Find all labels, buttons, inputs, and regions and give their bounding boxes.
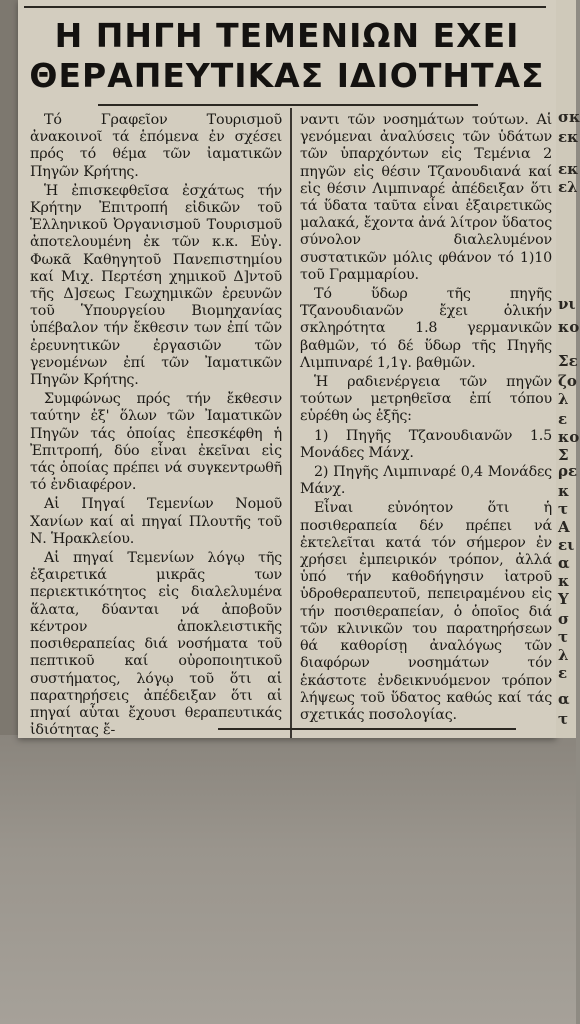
fragment: εκ [558, 128, 579, 146]
article-column-right [300, 112, 552, 726]
top-rule [24, 6, 546, 8]
neighbor-column-fragments [556, 0, 580, 738]
fragment: ε [558, 664, 568, 682]
fragment: κ [558, 482, 570, 500]
fragment: ει [558, 536, 575, 554]
fragment: ελ [558, 178, 578, 196]
headline-line-1: Η ΠΗΓΗ ΤΕΜΕΝΙΩΝ ΕΧΕΙ [54, 16, 520, 55]
fragment: Α [558, 518, 570, 536]
fragment: κ [558, 572, 570, 590]
fragment: λ [558, 390, 569, 408]
fragment: Σ [558, 446, 569, 464]
paragraph: Τό ὕδωρ τῆς πηγῆς Τζανουδιανῶν ἔχει ὁλικήν σκληρότητα 1.8 γερμανικῶν βαθμῶν, τό δέ ὕδωρ τῆς Πηγῆς Λιμπιναρέ 1,1γ. βαθμῶν. [300, 286, 552, 371]
fragment: α [558, 690, 570, 708]
fragment: κο [558, 428, 580, 446]
paragraph: Ἡ ραδιενέργεια τῶν πηγῶν τούτων μετρηθεῖσα ἐπί τόπου εὑρέθη ὡς ἑξῆς: [300, 374, 552, 425]
paragraph: Αἱ πηγαί Τεμενίων λόγῳ τῆς ἐξαιρετικά μικρᾶς των περιεκτικότητος εἰς διαλελυμένα ἅλατα, δύανται νά ἀποβοῦν κέντρον ἀποκλειστικῆς ποσιθεραπείας διά νοσήματα τοῦ πεπτικοῦ καί οὐροποιητικοῦ συστήματος, λόγῳ τοῦ ὅτι αἱ παρατηρήσεις ἀπέδειξαν ὅτι αἱ πηγαί αὗται ἔχουσι θεραπευτικάς ἰδιότητας ἔ- [30, 550, 282, 739]
paragraph: 2) Πηγῆς Λιμπιναρέ 0,4 Μονάδες Μάνχ. [300, 464, 552, 498]
fragment: ζο [558, 372, 577, 390]
fragment: κο [558, 318, 580, 336]
fragment: τ [558, 500, 569, 518]
article-column-left [30, 112, 282, 741]
newspaper-clipping [18, 0, 556, 738]
fragment: σ [558, 610, 570, 628]
fragment: εκ [558, 160, 579, 178]
fragment: τ [558, 628, 569, 646]
paragraph: Ἡ ἐπισκεφθεῖσα ἐσχάτως τήν Κρήτην Ἐπιτροπή εἰδικῶν τοῦ Ἑλληνικοῦ Ὀργανισμοῦ Τουρισμοῦ ἀποτελουμένη ἐκ τῶν κ.κ. Εὐγ. Φωκᾶ Καθηγητοῦ Πανεπιστημίου καί Μιχ. Περτέση χημικοῦ Δ]ντοῦ τῆς Δ]σεως Γεωχημικῶν ἐρευνῶν τοῦ Ὑπουργείου Βιομηχανίας ὑπέβαλον τήν ἔκθεσιν των ἐπί τῶν ἐρευνητικῶν ἐργασιῶν τῶν γενομένων ἐπί τῶν Ἰαματικῶν Πηγῶν Κρήτης. [30, 182, 282, 389]
fragment: ε [558, 410, 568, 428]
photo-background [0, 735, 576, 1024]
fragment: Υ [558, 590, 569, 608]
fragment: α [558, 554, 570, 572]
column-divider [290, 108, 292, 738]
paragraph: Αἱ Πηγαί Τεμενίων Νομοῦ Χανίων καί αἱ πηγαί Πλουτῆς τοῦ Ν. Ἡρακλείου. [30, 496, 282, 547]
paragraph: ναντι τῶν νοσημάτων τούτων. Αἱ γενόμεναι ἀναλύσεις τῶν ὑδάτων τῶν ὑπαρχόντων εἰς Τεμένια 2 πηγῶν εἰς θέσιν Τζανουδιανά καί εἰς θέσιν Λιμπιναρέ ἀπέδειξαν ὅτι τά ὕδατα ταῦτα εἶναι ἐξαιρετικῶς μαλακά, ἔχοντα ἀνά λίτρον ὕδατος σύνολον διαλελυμένον συστατικῶν μόλις φθάνον τό 1)10 τοῦ Γραμμαρίου. [300, 112, 552, 283]
fragment: Σε [558, 352, 578, 370]
fragment: σκ [558, 108, 580, 126]
headline-rule [98, 104, 478, 106]
fragment: τ [558, 710, 569, 728]
fragment: νι [558, 295, 576, 313]
paragraph: Εἶναι εὐνόητον ὅτι ἡ ποσιθεραπεία δέν πρέπει νά ἐκτελεῖται κατά τόν σήμερον ἐν χρήσει ἐμπειρικόν τρόπον, ἀλλά ὑπό τήν καθοδήγησιν ἰατροῦ ὑδροθεραπευτοῦ, πεπειραμένου εἰς τήν ποσιθεραπείαν, ὁ ὁποῖος διά τῶν κλινικῶν του παρατηρήσεων θά καθορίσῃ ἀναλόγως τῶν διαφόρων νοσημάτων τόν ἑκάστοτε ἐνδεικνυόμενον τρόπον λήψεως τοῦ ὕδατος καθώς καί τάς σχετικάς ποσολογίας. [300, 500, 552, 723]
fragment: ρε [558, 462, 578, 480]
bottom-rule [218, 728, 516, 730]
paragraph: 1) Πηγῆς Τζανουδιανῶν 1.5 Μονάδες Μάνχ. [300, 427, 552, 461]
headline [18, 16, 556, 96]
headline-line-2: ΘΕΡΑΠΕΥΤΙΚΑΣ ΙΔΙΟΤΗΤΑΣ [29, 56, 545, 95]
paragraph: Τό Γραφεῖον Τουρισμοῦ ἀνακοινοῖ τά ἑπόμενα ἐν σχέσει πρός τό θέμα τῶν ἰαματικῶν Πηγῶν Κρήτης. [30, 112, 282, 180]
background-left-edge [0, 0, 18, 738]
fragment: λ [558, 646, 569, 664]
paragraph: Συμφώνως πρός τήν ἔκθεσιν ταύτην ἐξ' ὅλων τῶν Ἰαματικῶν Πηγῶν τάς ὁποίας ἐπεσκέφθη ἡ Ἐπιτροπή, δύο εἶναι ἐκεῖναι εἰς τάς ὁποίας πρέπει νά συγκεντρωθῆ τό ἐνδιαφέρον. [30, 391, 282, 494]
